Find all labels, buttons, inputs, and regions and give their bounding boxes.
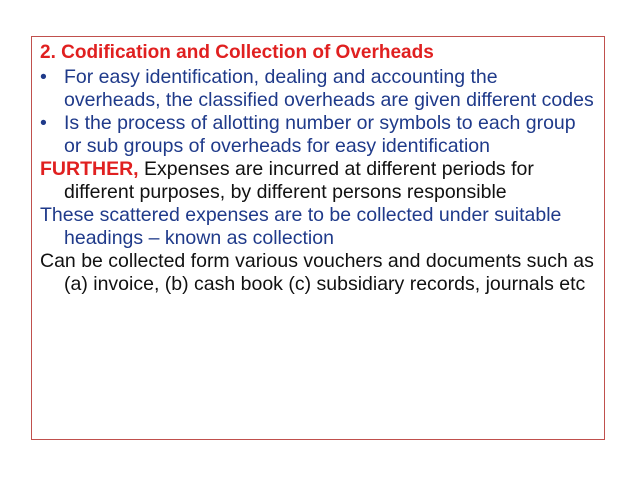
- bullet-symbol: •: [40, 66, 47, 88]
- collection-paragraph: These scattered expenses are to be collected under suitable headings – known as collection: [40, 204, 562, 249]
- further-paragraph: [40, 158, 598, 203]
- slide-heading: 2. Codification and Collection of Overheads: [40, 42, 434, 63]
- further-text: Expenses are incurred at different periods for different purposes, by different persons responsible: [64, 158, 534, 203]
- further-label: FURTHER,: [40, 158, 139, 180]
- bullet-symbol: •: [40, 112, 47, 134]
- bullet-text: Is the process of allotting number or symbols to each group or sub groups of overheads for easy identification: [64, 112, 576, 157]
- bullet-item: [40, 66, 598, 111]
- bullet-text: For easy identification, dealing and accounting the overheads, the classified overheads are given different codes: [64, 66, 594, 111]
- bullet-item: [40, 112, 598, 157]
- vouchers-paragraph: Can be collected form various vouchers and documents such as (a) invoice, (b) cash book (c) subsidiary records, journals etc: [40, 250, 594, 295]
- slide-content-box: [31, 36, 605, 440]
